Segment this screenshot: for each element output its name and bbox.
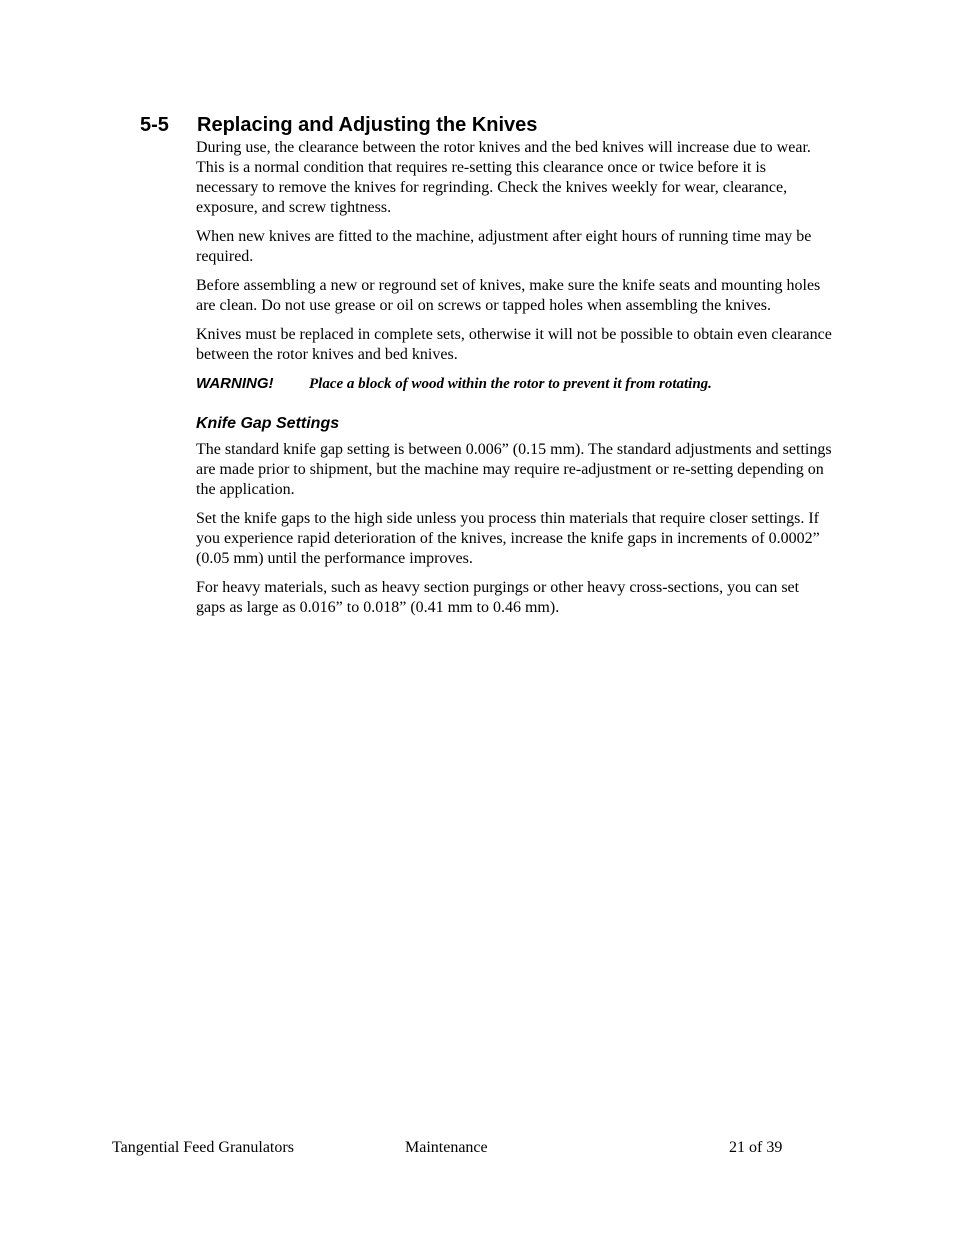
section-title: Replacing and Adjusting the Knives xyxy=(197,114,538,136)
paragraph: During use, the clearance between the rotor knives and the bed knives will increase due to wear. This is a normal condition that requires re-setting this clearance once or twice before it is necessary to remove the knives for regrinding. Check the knives weekly for wear, clearance, exposure, and screw tightness. xyxy=(196,139,811,216)
footer-document-title: Tangential Feed Granulators xyxy=(112,1139,294,1156)
section-body xyxy=(196,138,832,627)
paragraph: For heavy materials, such as heavy section purgings or other heavy cross-sections, you can set gaps as large as 0.016” to 0.018” (0.41 mm to 0.46 mm). xyxy=(196,579,800,616)
warning-text: Place a block of wood within the rotor to prevent it from rotating. xyxy=(309,376,712,392)
footer-page-number: 21 of 39 xyxy=(729,1139,783,1156)
section-number: 5-5 xyxy=(140,114,169,136)
paragraph: Knives must be replaced in complete sets, otherwise it will not be possible to obtain even clearance between the rotor knives and bed knives. xyxy=(196,326,832,363)
warning-callout xyxy=(196,374,832,394)
paragraph: Set the knife gaps to the high side unless you process thin materials that require closer settings. If you experience rapid deterioration of the knives, increase the knife gaps in increments of 0.0002” (0.05 mm) until the performance improves. xyxy=(196,510,820,567)
paragraph: The standard knife gap setting is between 0.006” (0.15 mm). The standard adjustments and settings are made prior to shipment, but the machine may require re-adjustment or re-setting depending on the application. xyxy=(196,441,832,498)
subsection-title: Knife Gap Settings xyxy=(196,415,340,432)
warning-label: WARNING! xyxy=(196,375,274,392)
section-heading xyxy=(140,113,537,137)
paragraph: Before assembling a new or reground set of knives, make sure the knife seats and mounting holes are clean. Do not use grease or oil on screws or tapped holes when assembling the knives. xyxy=(196,277,821,314)
paragraph: When new knives are fitted to the machine, adjustment after eight hours of running time may be required. xyxy=(196,228,812,265)
footer-chapter: Maintenance xyxy=(405,1139,488,1156)
